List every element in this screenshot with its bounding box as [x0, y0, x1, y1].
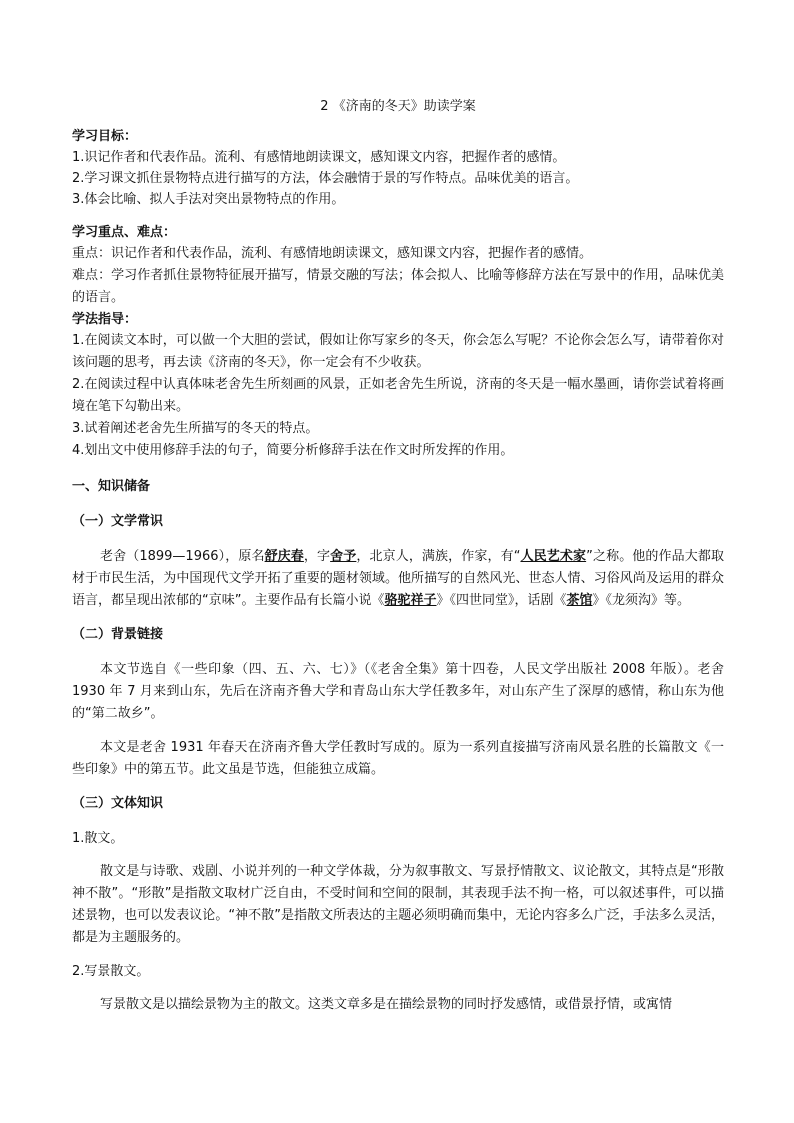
text-run: ”之称。他的作品大都取材于市民生活，为中国现代文学开拓了重要的题材领域。他所描写的自然风光、世态人情、习俗风尚及运用的群众语言，都呈现出浓郁的“京味”。主要作品有长篇小说《: [72, 549, 724, 608]
work-title: 茶馆: [566, 593, 593, 608]
method-item: 1.在阅读文本时，可以做一个大胆的尝试，假如让你写家乡的冬天，你会怎么写呢？不论你会怎么写，请带着你对该问题的思考，再去读《济南的冬天》，你一定会有不少收获。: [72, 333, 724, 370]
section-heading: 一、知识储备: [72, 479, 151, 494]
method-item: 2.在阅读过程中认真体味老舍先生所刻画的风景，正如老舍先生所说，济南的冬天是一幅水墨画，请你尝试着将画境在笔下勾勒出来。: [72, 377, 724, 414]
text-run: 》《四世同堂》，话剧《: [436, 593, 567, 608]
text-run: 》《龙须沟》等。: [592, 593, 691, 608]
background-paragraph: 本文是老舍 1931 年春天在济南齐鲁大学任教时写成的。原为一系列直接描写济南风景名胜的长篇散文《一些印象》中的第五节。此文虽是节选，但能独立成篇。: [72, 740, 724, 777]
goal-item: 1.识记作者和代表作品。流利、有感情地朗读课文，感知课文内容，把握作者的感情。: [72, 150, 566, 165]
goal-item: 3.体会比喻、拟人手法对突出景物特点的作用。: [72, 192, 345, 207]
background-paragraph: 本文节选自《一些印象（四、五、六、七）》（《老舍全集》第十四卷，人民文学出版社 2008 年版）。老舍 1930 年 7 月来到山东，先后在济南齐鲁大学和青岛山东大学任教多年，对山东产生了深厚的感情，称山东为他的“第二故乡”。: [72, 662, 724, 721]
goals-heading: 学习目标：: [72, 129, 138, 144]
author-style-name: 舍予: [330, 549, 357, 564]
goal-item: 2.学习课文抓住景物特点进行描写的方法，体会融情于景的写作特点。品味优美的语言。: [72, 171, 579, 186]
author-paragraph: [72, 546, 724, 612]
focus-difficult: 难点：学习作者抓住景物特征展开描写，情景交融的写法；体会拟人、比喻等修辞方法在写景中的作用，品味优美的语言。: [72, 268, 724, 305]
author-real-name: 舒庆春: [264, 549, 304, 564]
page-title: 2 《济南的冬天》助读学案: [320, 99, 476, 114]
document-page: [72, 96, 724, 1016]
text-run: ，北京人，满族，作家，有“: [356, 549, 521, 564]
genre-paragraph: 写景散文是以描绘景物为主的散文。这类文章多是在描绘景物的同时抒发感情，或借景抒情，或寓情: [100, 997, 673, 1012]
work-title: 骆驼祥子: [384, 593, 437, 608]
subsection-heading: （二）背景链接: [72, 627, 164, 642]
genre-item-title: 1.散文。: [72, 831, 124, 846]
text-run: ，字: [303, 549, 331, 564]
method-item: 4.划出文中使用修辞手法的句子，简要分析修辞手法在作文时所发挥的作用。: [72, 443, 514, 458]
method-heading: 学法指导：: [72, 312, 138, 327]
subsection-heading: （一）文学常识: [72, 514, 164, 529]
method-item: 3.试着阐述老舍先生所描写的冬天的特点。: [72, 421, 319, 436]
genre-paragraph: 散文是与诗歌、戏剧、小说并列的一种文学体裁，分为叙事散文、写景抒情散文、议论散文，其特点是“形散神不散”。“形散”是指散文取材广泛自由，不受时间和空间的限制，其表现手法不拘一格，可以叙述事件，可以描述景物，也可以发表议论。“神不散”是指散文所表达的主题必须明确而集中，无论内容多么广泛，手法多么灵活，都是为主题服务的。: [72, 864, 724, 945]
text-run: 老舍（1899—1966），原名: [100, 549, 265, 564]
focus-key: 重点：识记作者和代表作品，流利、有感情地朗读课文，感知课文内容，把握作者的感情。: [72, 246, 593, 261]
focus-heading: 学习重点、难点：: [72, 225, 177, 240]
genre-item-title: 2.写景散文。: [72, 964, 150, 979]
author-honor-title: 人民艺术家: [520, 549, 587, 564]
subsection-heading: （三）文体知识: [72, 796, 164, 811]
